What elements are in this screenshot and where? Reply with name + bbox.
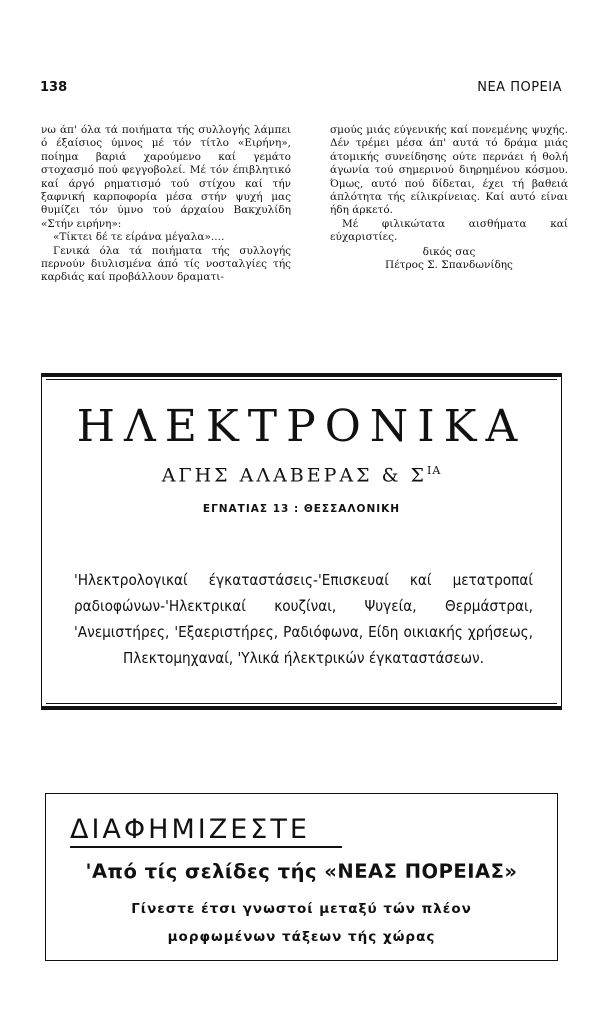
promo-line-3: μορφωμένων τάξεων τής χώρας: [167, 929, 436, 945]
promo-line-1: 'Από τίς σελίδες τής «ΝΕΑΣ ΠΟΡΕΙΑΣ»: [85, 860, 518, 883]
page-number: 138: [40, 80, 68, 95]
article-paragraph: Γενικά όλα τά ποιήματα τής συλλογής περνούν διυλισμένα άπό τίς νοσταλγίες τής καρδιάς καί προβάλλουν δραματι-: [41, 244, 291, 284]
article-paragraph: Μέ φιλικώτατα αισθήματα καί εύχαριστίες.: [330, 217, 568, 244]
shop-address: ΕΓΝΑΤΙΑΣ 13 : ΘΕΣΣΑΛΟΝΙΚΗ: [202, 503, 401, 515]
shop-owner: [42, 464, 561, 486]
article-left-column: [41, 124, 291, 285]
promo-advertisement: [45, 793, 558, 961]
electronics-advertisement: [41, 373, 562, 710]
page-header: [40, 80, 562, 96]
article-paragraph: σμούς μιάς εύγενικής καί πονεμένης ψυχής. Δέν τρέμει μέσα άπ' αυτά τό δράμα μιάς άτομικής συνείδησης ούτε περνάει ή θολή άγωνία τού σημερινού διηρημένου κόσμου. Όμως, αυτό πού δίδεται, έχει τή βαθειά άπλότητα τής είλικρίνειας. Καί αυτό είναι ήδη άρκετό.: [330, 124, 568, 217]
article-right-column: [330, 124, 568, 272]
letter-signature: Πέτρος Σ. Σπανδωνίδης: [385, 259, 513, 272]
journal-title: ΝΕΑ ΠΟΡΕΙΑ: [477, 80, 562, 95]
owner-superscript: ΙΑ: [427, 464, 442, 477]
letter-signoff: δικός σας: [422, 245, 476, 258]
promo-title: ΔΙΑΦΗΜΙΖΕΣΤΕ: [70, 814, 310, 845]
owner-name: ΑΓΗΣ ΑΛΑΒΕΡΑΣ & Σ: [161, 464, 427, 487]
promo-line-2: Γίνεστε έτσι γνωστοί μεταξύ τών πλέον: [131, 901, 472, 917]
shop-name: ΗΛΕΚΤΡΟΝΙΚΑ: [76, 401, 527, 452]
shop-services: 'Ηλεκτρολογικαί έγκαταστάσεις-'Επισκευαί καί μετατροπαί ραδιοφώνων-'Ηλεκτρικαί κουζίναι, Ψυγεία, Θερμάστραι, 'Ανεμιστήρες, 'Εξαεριστήρες, Ραδιόφωνα, Είδη οικιακής χρήσεως, Πλεκτομηχαναί, 'Υλικά ήλεκτρικών έγκαταστάσεων.: [74, 571, 533, 667]
article-quote: «Τίκτει δέ τε είράνα μέγαλα»....: [53, 231, 225, 244]
article-paragraph: νω άπ' όλα τά ποιήματα τής συλλογής λάμπει ό έξαίσιος ύμνος μέ τόν τίτλο «Ειρήνη», ποίημα βαριά χαρούμενο καί γεμάτο στοχασμό πού φεγγοβολεί. Μέ τόν έπιβλητικό καί άργό ρηματισμό τού στίχου καί τήν ξαφνική καρποφορία μέσα στήν ψυχή μας θυμίζει τόν ύμνο τού άρχαίου Βακχυλίδη «Στήν ειρήνη»:: [41, 124, 291, 230]
promo-title-underline: [70, 846, 342, 848]
